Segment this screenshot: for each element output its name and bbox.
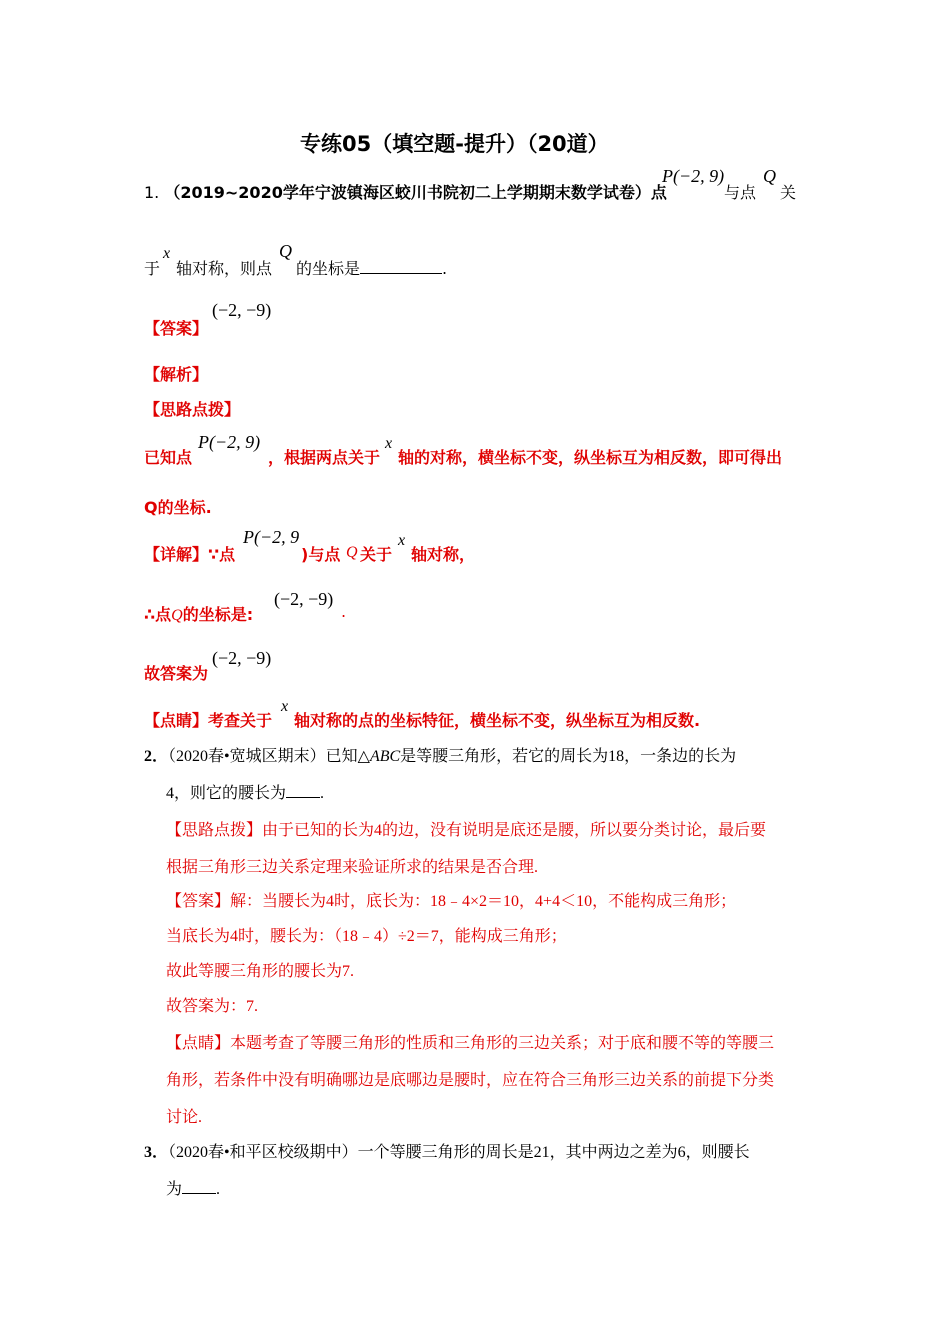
q2-silu-line-1: 【思路点拨】由于已知的长为4的边，没有说明是底还是腰，所以要分类讨论，最后要 — [166, 822, 767, 839]
q2-dianjing-line-1: 【点睛】本题考查了等腰三角形的性质和三角形的三边关系；对于底和腰不等的等腰三 — [166, 1035, 775, 1052]
q2-answer-line-1: 【答案】解：当腰长为4时，底长为：18﹣4×2＝10，4+4＜10，不能构成三角形； — [166, 893, 737, 910]
gu-answer-value: (−2, −9) — [212, 648, 272, 668]
page-title: 专练05（填空题-提升）（20道） — [300, 132, 609, 156]
silu-text-a: 已知点 — [144, 448, 193, 467]
xiangjie-point-p: P(−2, 9 — [243, 527, 300, 547]
answer-blank — [360, 259, 442, 274]
silu-math-x: x — [385, 435, 393, 452]
xiangjie-label: 【详解】∵点 — [144, 545, 236, 564]
jiexi-label: 【解析】 — [144, 365, 209, 384]
math-x: x — [163, 245, 171, 262]
q2-dianjing-line-3: 讨论. — [166, 1109, 203, 1126]
question-1-line-1 — [144, 180, 667, 203]
answer-blank-2 — [286, 783, 320, 798]
answer-value: (−2, −9) — [212, 300, 272, 320]
xiangjie-text-d: 轴对称， — [411, 545, 476, 564]
question-number: 1. — [144, 183, 160, 202]
xiangjie-math-x: x — [398, 532, 406, 549]
answer-label: 【答案】 — [144, 319, 209, 338]
q2-silu-line-2: 根据三角形三边关系定理来验证所求的结果是否合理. — [166, 859, 539, 876]
xiangjie-text-b: )与点 — [301, 545, 341, 564]
q2-answer-line-4: 故答案为：7. — [166, 998, 259, 1015]
silu-line-2: Q的坐标. — [144, 498, 212, 517]
math-q: Q — [763, 166, 776, 186]
dianjing-text-b: 轴对称的点的坐标特征，横坐标不变，纵坐标互为相反数. — [294, 711, 701, 730]
therefore-line: ∴点Q的坐标是: — [144, 605, 254, 624]
question-3-line-1: 3．（2020春•和平区校级期中）一个等腰三角形的周长是21，其中两边之差为6，则腰长 — [144, 1144, 750, 1161]
with-point-text: 与点 — [724, 183, 757, 202]
silu-text-b: ，根据两点关于 — [268, 448, 381, 467]
coord-text: 的坐标是 — [296, 259, 361, 278]
point-p-formula: P(−2, 9) — [662, 166, 725, 186]
q2-answer-line-2: 当底长为4时，腰长为：（18﹣4）÷2＝7，能构成三角形； — [166, 928, 567, 945]
math-point-p — [662, 166, 724, 187]
question-1-line-2a: 于 — [144, 259, 161, 278]
question-1-line-2c: 的坐标是 . — [296, 259, 448, 278]
question-2-line-1: 2．（2020春•宽城区期末）已知△ABC是等腰三角形，若它的周长为18，一条边的长为 — [144, 748, 737, 765]
therefore-value: (−2, −9) — [274, 589, 334, 609]
question-2-line-2: 4，则它的腰长为 . — [166, 785, 325, 802]
xiangjie-q: Q — [346, 544, 358, 561]
gu-answer-text: 故答案为 — [144, 664, 209, 683]
question-1-line-2b: 轴对称，则点 — [176, 259, 273, 278]
q2-answer-line-3: 故此等腰三角形的腰长为7. — [166, 963, 355, 980]
dianjing-math-x: x — [281, 698, 289, 715]
silu-point-p: P(−2, 9) — [198, 432, 261, 452]
therefore-end: . — [341, 602, 347, 621]
silu-label: 【思路点拨】 — [144, 400, 241, 419]
answer-blank-3 — [182, 1179, 216, 1194]
silu-text-c: 轴的对称，横坐标不变，纵坐标互为相反数，即可得出 — [398, 448, 783, 467]
question-3-line-2: 为 . — [166, 1181, 221, 1198]
math-q-2: Q — [279, 241, 292, 261]
guan-text: 关 — [780, 183, 797, 202]
q2-dianjing-line-2: 角形，若条件中没有明确哪边是底哪边是腰时，应在符合三角形三边关系的前提下分类 — [166, 1072, 775, 1089]
xiangjie-text-c: 关于 — [360, 545, 393, 564]
question-source: （2019~2020学年宁波镇海区蛟川书院初二上学期期末数学试卷）点 — [164, 183, 667, 202]
dianjing-line: 【点睛】考查关于 — [144, 711, 273, 730]
